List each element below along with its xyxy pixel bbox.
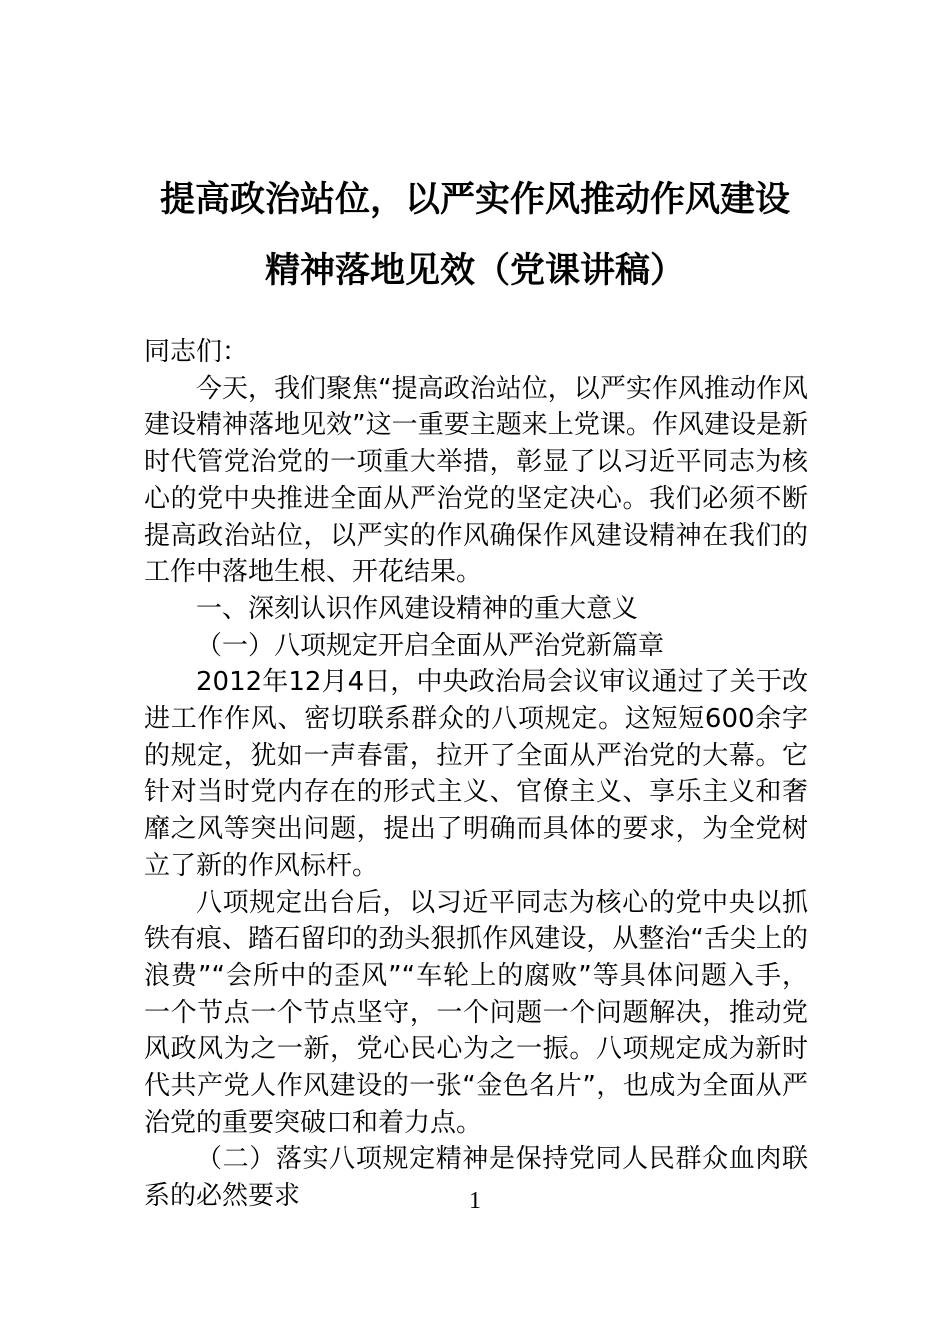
section-heading-1: 一、深刻认识作风建设精神的重大意义 — [196, 593, 639, 624]
subsection-heading-2: （二）落实八项规定精神是保持党同人民群众血肉联系的必然要求 — [144, 1144, 808, 1212]
document-title-line-2: 精神落地见效（党课讲稿） — [264, 251, 685, 291]
salutation: 同志们： — [144, 337, 249, 367]
subsection-heading-1: （一）八项规定开启全面从严治党新篇章 — [196, 630, 665, 661]
paragraph-eight-rules: 2012年12月4日，中央政治局会议审议通过了关于改进工作作风、密切联系群众的八项规定。这短短600余字的规定，犹如一声春雷，拉开了全面从严治党的大幕。它针对当时党内存在的形式主义、官僚主义、享乐主义和奢靡之风等突出问题，提出了明确而具体的要求，为全党树立了新的作风标杆。 — [144, 667, 808, 881]
page-number: 1 — [469, 1188, 481, 1214]
document-title-line-1: 提高政治站位，以严实作风推动作风建设 — [159, 180, 790, 220]
document-body — [144, 334, 808, 1215]
paragraph-intro: 今天，我们聚焦“提高政治站位，以严实作风推动作风建设精神落地见效”这一重要主题来上党课。作风建设是新时代管党治党的一项重大举措，彰显了以习近平同志为核心的党中央推进全面从严治党的坚定决心。我们必须不断提高政治站位，以严实的作风确保作风建设精神在我们的工作中落地生根、开花结果。 — [144, 373, 808, 588]
paragraph-after-rules: 八项规定出台后，以习近平同志为核心的党中央以抓铁有痕、踏石留印的劲头狠抓作风建设，从整治“舌尖上的浪费”“会所中的歪风”“车轮上的腐败”等具体问题入手，一个节点一个节点坚守，一个问题一个问题解决，推动党风政风为之一新，党心民心为之一振。八项规定成为新时代共产党人作风建设的一张“金色名片”，也成为全面从严治党的重要突破口和着力点。 — [144, 887, 808, 1138]
